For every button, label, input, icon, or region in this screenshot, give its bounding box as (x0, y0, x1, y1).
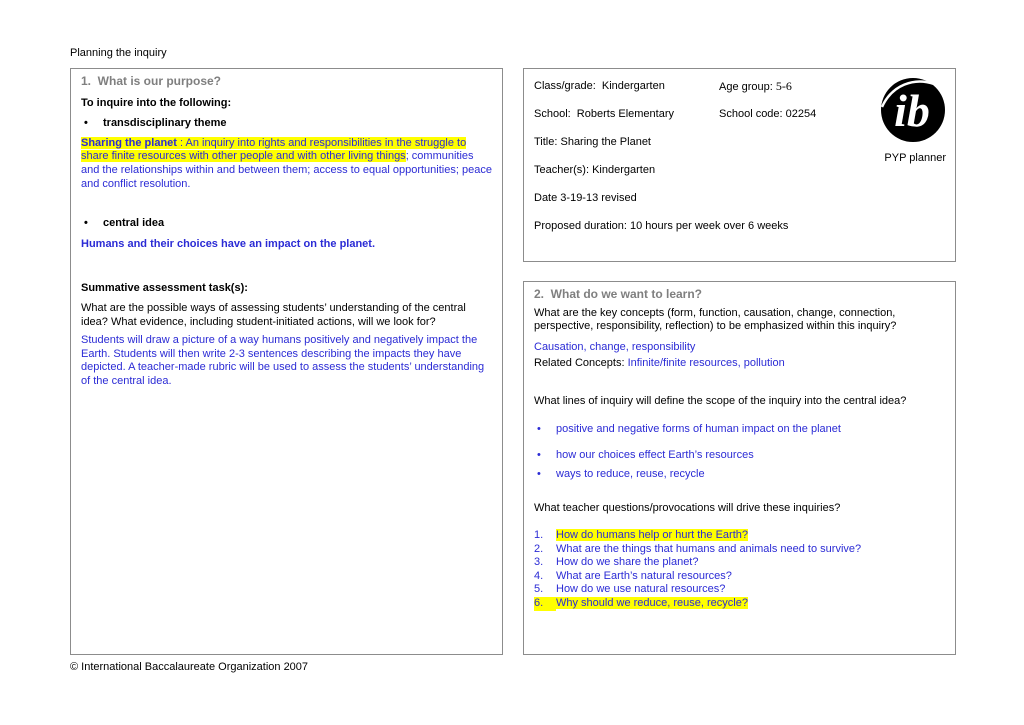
age-group-number: 5-6 (775, 79, 792, 93)
line-of-inquiry-text: positive and negative forms of human impact on the planet (556, 422, 841, 435)
question-number: 3. (534, 556, 544, 569)
question-number: 1. (534, 528, 544, 541)
info-row-date (534, 192, 945, 206)
lines-of-inquiry-prompt: What lines of inquiry will define the scope of the inquiry into the central idea? (534, 394, 907, 407)
theme-description-highlighted: : An inquiry into rights and responsibilities in the struggle to share finite resources with other people and with other living things (81, 136, 467, 163)
transdisciplinary-theme-label: transdisciplinary theme (103, 117, 227, 130)
bullet-icon (534, 449, 556, 463)
central-idea-item (81, 217, 492, 231)
class-grade-value: Class/grade: Kindergarten (534, 80, 665, 92)
teacher-question-item (534, 597, 945, 611)
age-group-label: Age group: (719, 81, 776, 93)
theme-description-rest: ; communities and the relationships within and between them; access to equal opportunities; peace and conflict resolution. (81, 150, 492, 190)
inquire-intro: To inquire into the following: (81, 96, 232, 109)
summative-title: Summative assessment task(s): (81, 282, 248, 295)
question-text: What are the things that humans and animals need to survive? (556, 542, 862, 555)
question-text: How do humans help or hurt the Earth? (556, 528, 749, 541)
bullet-icon (81, 117, 103, 131)
pyp-planner-caption: PYP planner (884, 152, 946, 164)
info-row-teachers (534, 164, 945, 178)
related-concepts-line (534, 357, 945, 371)
related-concepts-label: Related Concepts: (534, 357, 628, 370)
question-number: 5. (534, 583, 544, 596)
key-concepts-prompt: What are the key concepts (form, function, causation, change, connection, perspective, responsibility, reflection) to be emphasized within this inquiry? (534, 306, 897, 333)
duration-value: Proposed duration: 10 hours per week over 6 weeks (534, 220, 789, 232)
purpose-section (70, 68, 503, 655)
svg-text:ib: ib (894, 85, 930, 136)
line-of-inquiry-text: how our choices effect Earth’s resources (556, 449, 754, 462)
teacher-question-item (534, 556, 945, 570)
central-idea-text: Humans and their choices have an impact on the planet. (81, 237, 376, 250)
info-row-duration (534, 220, 945, 234)
teacher-questions-list (534, 529, 945, 611)
transdisciplinary-theme-item (81, 117, 492, 131)
line-of-inquiry-item (534, 468, 945, 482)
question-number: 2. (534, 542, 544, 555)
bullet-icon (534, 423, 556, 437)
copyright-footer: © International Baccalaureate Organization 2007 (70, 661, 309, 673)
school-code-value: School code: 02254 (719, 108, 817, 120)
age-group-value (719, 80, 792, 95)
learn-section-title: 2. What do we want to learn? (534, 287, 703, 301)
related-concepts-value: Infinite/finite resources, pollution (627, 357, 785, 370)
line-of-inquiry-item (534, 449, 945, 463)
teacher-question-item (534, 529, 945, 543)
line-of-inquiry-item (534, 423, 945, 437)
question-number: 4. (534, 569, 544, 582)
summative-prompt: What are the possible ways of assessing students’ understanding of the central idea? What evidence, including student-initiated actions, will we look for? (81, 301, 466, 328)
school-value: School: Roberts Elementary (534, 108, 675, 120)
teachers-value: Teacher(s): Kindergarten (534, 164, 656, 176)
question-text: How do we use natural resources? (556, 583, 726, 596)
learn-section (523, 281, 956, 655)
teacher-questions-prompt: What teacher questions/provocations will drive these inquiries? (534, 502, 841, 515)
question-text: What are Earth’s natural resources? (556, 569, 732, 582)
page-header: Planning the inquiry (70, 47, 167, 59)
teacher-question-item (534, 570, 945, 584)
transdisciplinary-theme-text (81, 137, 492, 191)
theme-name: Sharing the planet (81, 136, 177, 149)
key-concepts-answer: Causation, change, responsibility (534, 340, 696, 353)
central-idea-label: central idea (103, 217, 165, 230)
bullet-icon (534, 468, 556, 482)
question-text: How do we share the planet? (556, 556, 699, 569)
bullet-icon (81, 217, 103, 231)
date-value: Date 3-19-13 revised (534, 192, 637, 204)
ib-logo-block (880, 77, 946, 166)
info-section (523, 68, 956, 262)
teacher-question-item (534, 583, 945, 597)
purpose-section-title: 1. What is our purpose? (81, 74, 222, 88)
line-of-inquiry-text: ways to reduce, reuse, recycle (556, 467, 705, 480)
teacher-question-item (534, 543, 945, 557)
ib-logo-icon (880, 77, 946, 143)
unit-title-value: Title: Sharing the Planet (534, 136, 651, 148)
question-text: Why should we reduce, reuse, recycle? (556, 596, 748, 609)
summative-answer: Students will draw a picture of a way humans positively and negatively impact the Earth. Students will then write 2-3 sentences describing the impacts they have depicted. A teacher-made rubric will be used to assess the students’ understanding of the central idea. (81, 334, 485, 387)
question-number: 6. (534, 597, 556, 611)
